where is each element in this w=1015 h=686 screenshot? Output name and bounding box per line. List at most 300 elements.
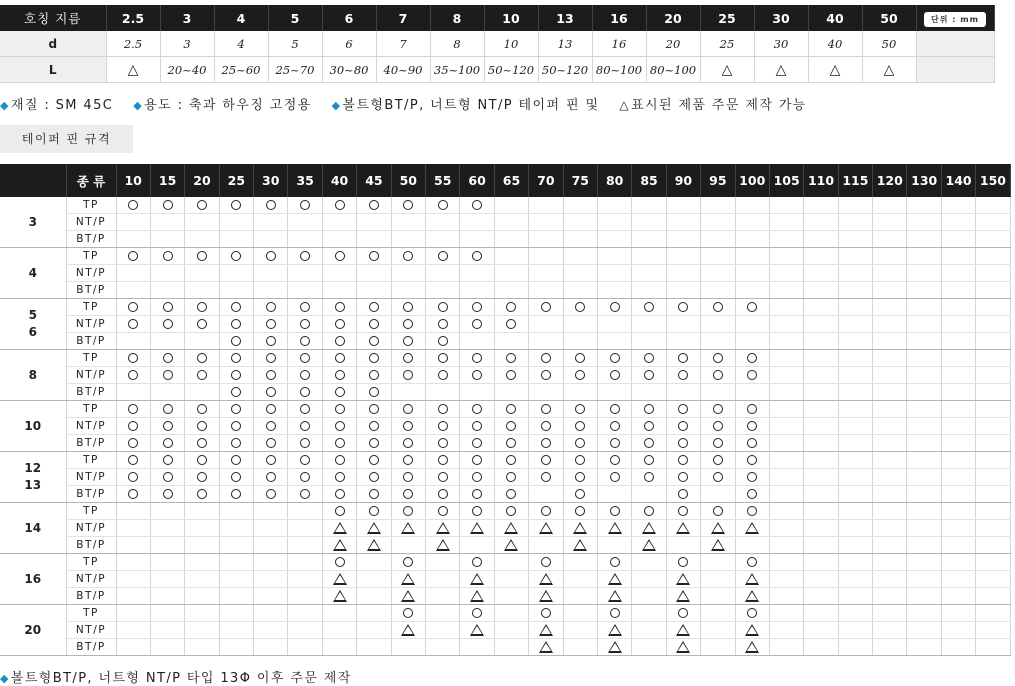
available-circle-icon xyxy=(575,489,585,499)
availability-cell xyxy=(976,486,1010,503)
available-circle-icon xyxy=(163,455,173,465)
availability-cell xyxy=(357,622,391,639)
available-circle-icon xyxy=(369,387,379,397)
available-circle-icon xyxy=(197,370,207,380)
availability-cell xyxy=(288,486,322,503)
availability-cell xyxy=(701,435,735,452)
availability-cell xyxy=(219,554,253,571)
availability-cell xyxy=(907,299,941,316)
availability-cell xyxy=(529,265,563,282)
availability-cell xyxy=(941,248,975,265)
available-circle-icon xyxy=(506,506,516,516)
spec-size-header: 40 xyxy=(808,5,862,31)
availability-cell xyxy=(873,214,907,231)
availability-cell xyxy=(976,520,1010,537)
availability-cell xyxy=(426,537,460,554)
availability-cell xyxy=(941,401,975,418)
availability-cell xyxy=(185,367,219,384)
availability-cell xyxy=(597,231,631,248)
available-circle-icon xyxy=(575,353,585,363)
available-circle-icon xyxy=(541,302,551,312)
availability-cell xyxy=(597,214,631,231)
availability-cell xyxy=(494,350,528,367)
spec-value-cell: 35~100 xyxy=(430,57,484,83)
availability-cell xyxy=(322,605,356,622)
availability-cell xyxy=(219,486,253,503)
available-circle-icon xyxy=(644,404,654,414)
availability-cell xyxy=(804,418,838,435)
availability-cell xyxy=(941,282,975,299)
availability-cell xyxy=(666,503,700,520)
availability-cell xyxy=(563,622,597,639)
availability-cell xyxy=(941,265,975,282)
availability-cell xyxy=(907,503,941,520)
available-circle-icon xyxy=(747,370,757,380)
availability-cell xyxy=(116,333,150,350)
availability-cell xyxy=(666,622,700,639)
available-circle-icon xyxy=(506,302,516,312)
made-to-order-triangle-icon xyxy=(539,641,553,653)
availability-cell xyxy=(391,316,425,333)
availability-cell xyxy=(735,282,769,299)
availability-cell xyxy=(494,282,528,299)
availability-cell xyxy=(701,571,735,588)
availability-cell xyxy=(185,350,219,367)
availability-cell xyxy=(769,571,803,588)
availability-cell xyxy=(254,537,288,554)
pin-diameter-label: 10 xyxy=(24,418,42,433)
availability-cell xyxy=(873,554,907,571)
made-to-order-triangle-icon xyxy=(401,573,415,585)
available-circle-icon xyxy=(369,353,379,363)
available-circle-icon xyxy=(300,387,310,397)
availability-cell xyxy=(357,197,391,214)
availability-cell xyxy=(907,214,941,231)
availability-cell xyxy=(941,639,975,656)
available-circle-icon xyxy=(747,489,757,499)
available-circle-icon xyxy=(128,472,138,482)
availability-cell xyxy=(907,248,941,265)
availability-cell xyxy=(907,571,941,588)
availability-cell xyxy=(494,316,528,333)
availability-cell xyxy=(907,639,941,656)
availability-cell xyxy=(597,622,631,639)
availability-cell xyxy=(322,588,356,605)
availability-cell xyxy=(219,231,253,248)
available-circle-icon xyxy=(747,472,757,482)
availability-cell xyxy=(666,571,700,588)
availability-cell xyxy=(426,435,460,452)
availability-cell xyxy=(288,452,322,469)
availability-cell xyxy=(391,503,425,520)
available-circle-icon xyxy=(678,370,688,380)
availability-cell xyxy=(976,231,1010,248)
availability-cell xyxy=(288,384,322,401)
availability-cell xyxy=(219,299,253,316)
availability-cell xyxy=(391,333,425,350)
spec-row-label: L xyxy=(0,57,106,83)
availability-cell xyxy=(529,452,563,469)
available-circle-icon xyxy=(335,370,345,380)
available-circle-icon xyxy=(610,438,620,448)
availability-cell xyxy=(460,384,494,401)
availability-cell xyxy=(116,401,150,418)
availability-cell xyxy=(254,265,288,282)
availability-cell xyxy=(804,231,838,248)
length-header: 25 xyxy=(219,164,253,197)
spec-value-cell: 20 xyxy=(646,31,700,57)
available-circle-icon xyxy=(403,251,413,261)
availability-cell xyxy=(838,503,872,520)
availability-cell xyxy=(597,316,631,333)
availability-cell xyxy=(701,554,735,571)
availability-cell xyxy=(735,214,769,231)
availability-cell xyxy=(769,401,803,418)
availability-cell xyxy=(460,316,494,333)
availability-cell xyxy=(597,350,631,367)
available-circle-icon xyxy=(163,421,173,431)
available-circle-icon xyxy=(231,319,241,329)
available-circle-icon xyxy=(128,455,138,465)
availability-cell xyxy=(357,231,391,248)
made-to-order-triangle-icon xyxy=(608,590,622,602)
spec-value-cell: 8 xyxy=(430,31,484,57)
length-header: 80 xyxy=(597,164,631,197)
availability-cell xyxy=(460,537,494,554)
availability-cell xyxy=(941,231,975,248)
availability-cell xyxy=(150,588,184,605)
availability-cell xyxy=(597,384,631,401)
available-circle-icon xyxy=(266,472,276,482)
available-circle-icon xyxy=(403,421,413,431)
availability-cell xyxy=(976,333,1010,350)
availability-cell xyxy=(529,503,563,520)
availability-cell xyxy=(288,316,322,333)
available-circle-icon xyxy=(610,455,620,465)
availability-cell xyxy=(494,537,528,554)
availability-cell xyxy=(288,299,322,316)
length-header: 35 xyxy=(288,164,322,197)
availability-cell xyxy=(769,333,803,350)
availability-cell xyxy=(941,452,975,469)
spec-value-cell: 50 xyxy=(862,31,916,57)
availability-cell xyxy=(219,214,253,231)
available-circle-icon xyxy=(541,438,551,448)
availability-cell xyxy=(804,435,838,452)
availability-cell xyxy=(941,384,975,401)
availability-cell xyxy=(494,571,528,588)
made-to-order-triangle-icon xyxy=(470,590,484,602)
material-notes xyxy=(0,94,827,113)
pin-diameter-cell xyxy=(0,197,66,248)
availability-cell xyxy=(735,639,769,656)
availability-cell xyxy=(426,520,460,537)
available-circle-icon xyxy=(438,404,448,414)
availability-cell xyxy=(838,639,872,656)
availability-cell xyxy=(357,554,391,571)
available-circle-icon xyxy=(713,370,723,380)
available-circle-icon xyxy=(472,421,482,431)
availability-cell xyxy=(976,571,1010,588)
availability-cell xyxy=(735,248,769,265)
availability-cell xyxy=(288,367,322,384)
availability-cell xyxy=(391,350,425,367)
availability-cell xyxy=(907,486,941,503)
availability-cell xyxy=(254,452,288,469)
length-header: 90 xyxy=(666,164,700,197)
availability-cell xyxy=(322,316,356,333)
made-to-order-triangle-icon xyxy=(608,641,622,653)
availability-cell xyxy=(357,639,391,656)
availability-cell xyxy=(322,367,356,384)
availability-cell xyxy=(150,520,184,537)
availability-cell xyxy=(322,265,356,282)
availability-cell xyxy=(426,265,460,282)
availability-cell xyxy=(322,231,356,248)
availability-cell xyxy=(322,520,356,537)
availability-cell xyxy=(529,418,563,435)
availability-cell xyxy=(494,333,528,350)
availability-cell xyxy=(632,554,666,571)
availability-cell xyxy=(288,622,322,639)
availability-cell xyxy=(632,418,666,435)
availability-cell xyxy=(701,588,735,605)
available-circle-icon xyxy=(128,302,138,312)
availability-cell xyxy=(838,537,872,554)
pin-type-label: NT/P xyxy=(66,265,116,282)
availability-cell xyxy=(185,333,219,350)
availability-cell xyxy=(735,605,769,622)
made-to-order-triangle-icon xyxy=(333,522,347,534)
available-circle-icon xyxy=(369,404,379,414)
availability-cell xyxy=(460,333,494,350)
availability-cell xyxy=(632,452,666,469)
pin-diameter-label: 20 xyxy=(24,622,42,637)
availability-cell xyxy=(804,197,838,214)
availability-cell xyxy=(185,486,219,503)
availability-cell xyxy=(804,605,838,622)
available-circle-icon xyxy=(163,472,173,482)
pin-diameter-label: 6 xyxy=(28,325,37,339)
availability-cell xyxy=(701,622,735,639)
available-circle-icon xyxy=(678,608,688,618)
availability-cell xyxy=(873,350,907,367)
availability-cell xyxy=(288,282,322,299)
available-circle-icon xyxy=(403,302,413,312)
available-circle-icon xyxy=(678,557,688,567)
available-circle-icon xyxy=(472,608,482,618)
pin-diameter-cell xyxy=(0,401,66,452)
availability-cell xyxy=(357,214,391,231)
spec-size-header: 16 xyxy=(592,5,646,31)
available-circle-icon xyxy=(438,472,448,482)
available-circle-icon xyxy=(713,302,723,312)
availability-cell xyxy=(150,639,184,656)
availability-cell xyxy=(804,554,838,571)
unit-badge: 단위 : mm xyxy=(924,12,986,27)
availability-cell xyxy=(322,384,356,401)
availability-cell xyxy=(322,554,356,571)
available-circle-icon xyxy=(128,353,138,363)
availability-cell xyxy=(150,316,184,333)
availability-cell xyxy=(254,469,288,486)
spec-size-header: 3 xyxy=(160,5,214,31)
availability-cell xyxy=(873,486,907,503)
availability-cell xyxy=(219,639,253,656)
availability-cell xyxy=(976,299,1010,316)
available-circle-icon xyxy=(231,353,241,363)
pin-type-label: BT/P xyxy=(66,639,116,656)
availability-cell xyxy=(116,299,150,316)
available-circle-icon xyxy=(472,506,482,516)
availability-cell xyxy=(976,605,1010,622)
availability-cell xyxy=(941,537,975,554)
pin-type-label: BT/P xyxy=(66,231,116,248)
available-circle-icon xyxy=(678,404,688,414)
availability-cell xyxy=(150,265,184,282)
availability-cell xyxy=(150,452,184,469)
available-circle-icon xyxy=(266,251,276,261)
availability-cell xyxy=(769,367,803,384)
availability-cell xyxy=(941,367,975,384)
availability-cell xyxy=(563,231,597,248)
availability-cell xyxy=(735,588,769,605)
availability-cell xyxy=(426,248,460,265)
availability-cell xyxy=(529,520,563,537)
availability-cell xyxy=(941,418,975,435)
availability-cell xyxy=(288,214,322,231)
available-circle-icon xyxy=(472,489,482,499)
availability-cell xyxy=(494,520,528,537)
available-circle-icon xyxy=(644,353,654,363)
taper-pin-spec-grid xyxy=(0,164,1011,656)
available-circle-icon xyxy=(610,370,620,380)
availability-cell xyxy=(150,605,184,622)
availability-cell xyxy=(769,639,803,656)
pin-diameter-label: 4 xyxy=(28,265,37,280)
available-circle-icon xyxy=(713,404,723,414)
available-circle-icon xyxy=(300,438,310,448)
availability-cell xyxy=(597,588,631,605)
availability-cell xyxy=(597,503,631,520)
availability-cell xyxy=(254,554,288,571)
availability-cell xyxy=(873,588,907,605)
availability-cell xyxy=(529,639,563,656)
available-circle-icon xyxy=(438,336,448,346)
availability-cell xyxy=(838,469,872,486)
availability-cell xyxy=(873,503,907,520)
availability-cell xyxy=(701,316,735,333)
pin-diameter-label: 3 xyxy=(28,214,37,229)
availability-cell xyxy=(219,248,253,265)
available-circle-icon xyxy=(541,506,551,516)
availability-cell xyxy=(322,571,356,588)
available-circle-icon xyxy=(197,472,207,482)
availability-cell xyxy=(529,333,563,350)
available-circle-icon xyxy=(128,421,138,431)
made-to-order-triangle-icon xyxy=(436,539,450,551)
available-circle-icon xyxy=(197,455,207,465)
spec-row xyxy=(0,31,994,57)
available-circle-icon xyxy=(610,353,620,363)
availability-cell xyxy=(666,299,700,316)
availability-cell xyxy=(976,469,1010,486)
availability-cell xyxy=(632,588,666,605)
available-circle-icon xyxy=(713,506,723,516)
availability-cell xyxy=(597,554,631,571)
length-header: 55 xyxy=(426,164,460,197)
availability-cell xyxy=(563,197,597,214)
availability-cell xyxy=(391,231,425,248)
availability-cell xyxy=(185,605,219,622)
available-circle-icon xyxy=(610,608,620,618)
availability-cell xyxy=(254,418,288,435)
available-circle-icon xyxy=(678,421,688,431)
availability-cell xyxy=(941,299,975,316)
made-to-order-triangle-icon xyxy=(711,539,725,551)
available-circle-icon xyxy=(335,438,345,448)
availability-cell xyxy=(907,350,941,367)
availability-cell xyxy=(460,605,494,622)
availability-cell xyxy=(804,248,838,265)
pin-type-label: BT/P xyxy=(66,282,116,299)
availability-cell xyxy=(701,214,735,231)
available-circle-icon xyxy=(506,455,516,465)
available-circle-icon xyxy=(335,472,345,482)
available-circle-icon xyxy=(610,557,620,567)
availability-cell xyxy=(150,350,184,367)
availability-cell xyxy=(838,486,872,503)
availability-cell xyxy=(804,469,838,486)
availability-cell xyxy=(666,282,700,299)
availability-cell xyxy=(632,622,666,639)
availability-cell xyxy=(529,367,563,384)
availability-cell xyxy=(322,299,356,316)
spec-value-cell: 4 xyxy=(214,31,268,57)
availability-cell xyxy=(357,605,391,622)
availability-cell xyxy=(185,316,219,333)
pin-type-label: TP xyxy=(66,299,116,316)
made-to-order-triangle-icon xyxy=(539,573,553,585)
availability-cell xyxy=(976,350,1010,367)
availability-cell xyxy=(494,248,528,265)
availability-cell xyxy=(357,265,391,282)
availability-cell xyxy=(701,418,735,435)
spec-value-cell: 25~60 xyxy=(214,57,268,83)
availability-cell xyxy=(494,265,528,282)
availability-cell xyxy=(976,401,1010,418)
availability-cell xyxy=(907,452,941,469)
spec-row xyxy=(0,57,994,83)
availability-cell xyxy=(701,248,735,265)
availability-cell xyxy=(976,554,1010,571)
availability-cell xyxy=(426,197,460,214)
table-row xyxy=(0,367,1010,384)
made-to-order-triangle-icon xyxy=(745,522,759,534)
available-circle-icon xyxy=(335,404,345,414)
availability-cell xyxy=(907,384,941,401)
table-row xyxy=(0,435,1010,452)
spec-value-cell: 80~100 xyxy=(592,57,646,83)
availability-cell xyxy=(838,214,872,231)
availability-cell xyxy=(219,401,253,418)
spec-value-cell: 30~80 xyxy=(322,57,376,83)
availability-cell xyxy=(907,418,941,435)
spec-size-header: 20 xyxy=(646,5,700,31)
pin-type-label: NT/P xyxy=(66,214,116,231)
available-circle-icon xyxy=(403,472,413,482)
availability-cell xyxy=(116,469,150,486)
